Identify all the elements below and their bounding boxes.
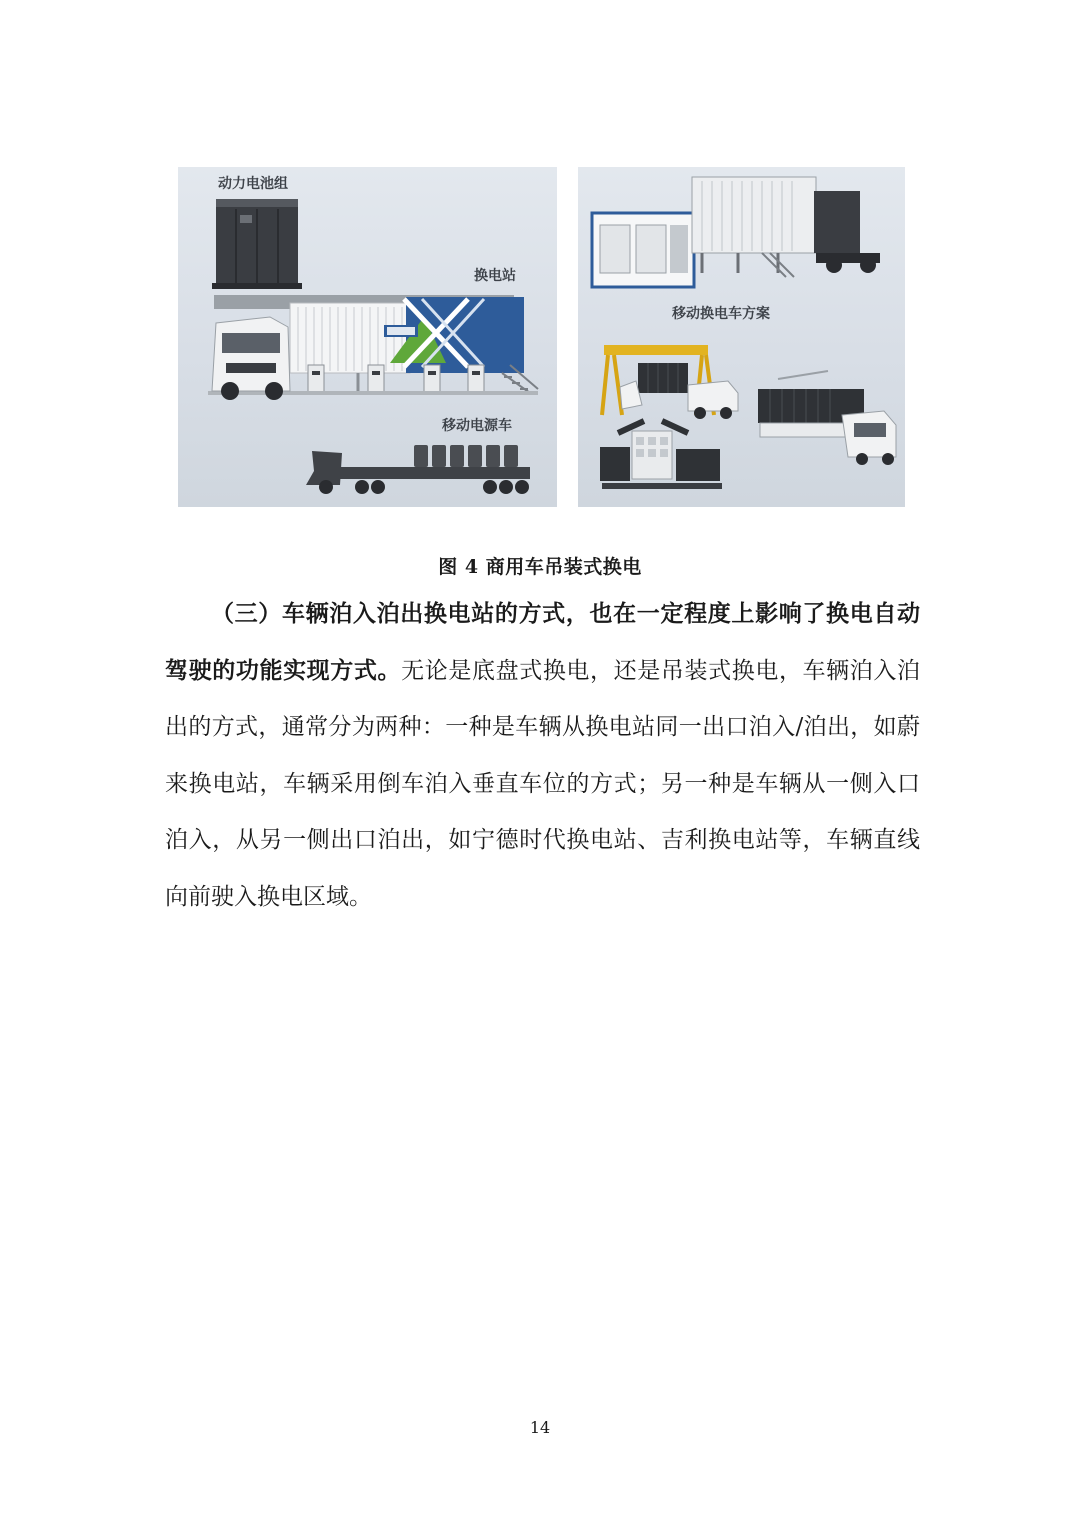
elevated-swap-trailer [692,177,880,277]
mobile-swap-vehicle-illustration [578,167,905,507]
truck-cab [212,317,290,400]
label-battery-pack: 动力电池组 [218,176,288,192]
body-paragraph [165,586,920,925]
page-number: 14 [529,1418,551,1437]
container-unit [592,213,694,287]
figure-right-panel [578,167,905,507]
paragraph-lead: （三）车辆泊入泊出换电站的方式，也在一定程度上影响了换电自动驾驶的功能实现方式。 [165,600,920,684]
battery-rack-truck [758,371,896,465]
robot-swap-unit [600,421,722,489]
figure-left-panel [178,167,557,507]
label-mobile-power-truck: 移动电源车 [442,418,512,434]
battery-pack-cabinet [212,199,302,289]
mobile-power-truck [306,445,530,494]
label-mobile-swap-plan: 移动换电车方案 [672,306,770,322]
paragraph-text: 无论是底盘式换电，还是吊装式换电，车辆泊入泊出的方式，通常分为两种：一种是车辆从换电站同一出口泊入/泊出，如蔚来换电站，车辆采用倒车泊入垂直车位的方式；另一种是车辆从一侧入口泊入，从另一侧出口泊出，如宁德时代换电站、吉利换电站等，车辆直线向前驶入换电区域。 [165,657,921,910]
label-swap-station: 换电站 [474,268,516,284]
figure-caption: 图 4 商用车吊装式换电 [438,556,642,578]
heavy-truck-swap-illustration [178,167,557,507]
